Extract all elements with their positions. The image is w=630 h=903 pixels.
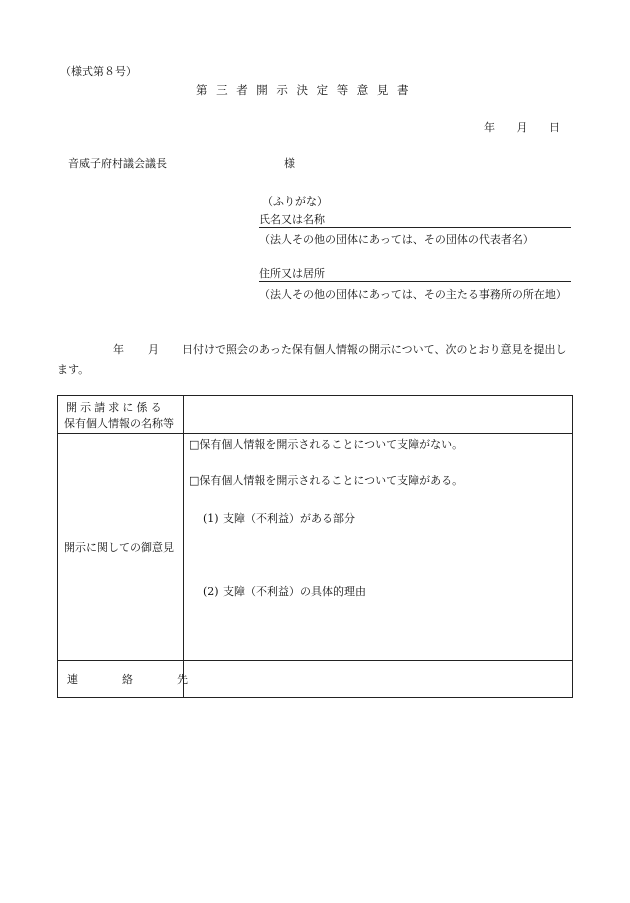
date-line: 年 月 日 (484, 121, 560, 134)
table-row-divider (58, 433, 572, 434)
body-text-line1 (113, 344, 566, 355)
address-field-line[interactable] (259, 281, 571, 282)
furigana-label: （ふりがな） (262, 195, 328, 208)
address-field-label: 住所又は居所 (259, 267, 325, 280)
row-label-contact: 連絡先 (67, 673, 232, 686)
item-number: (2) (203, 585, 219, 598)
address-field-note: （法人その他の団体にあっては、その主たる事務所の所在地） (259, 288, 567, 301)
honorific: 様 (284, 157, 295, 170)
name-field-line[interactable] (259, 227, 571, 228)
table-column-divider (183, 396, 184, 697)
table-row-divider (58, 660, 572, 661)
body-year: 年 (113, 343, 124, 356)
item-text: 支障（不利益）の具体的理由 (223, 585, 366, 598)
form-number: （様式第８号） (60, 65, 137, 78)
item-text: 支障（不利益）がある部分 (223, 512, 355, 525)
checkbox-option-no-issue[interactable]: □保有個人情報を開示されることについて支障がない。 (189, 438, 464, 451)
opinion-table (57, 395, 573, 698)
list-item (203, 513, 355, 524)
name-field-label: 氏名又は名称 (259, 213, 325, 226)
body-month: 月 (148, 343, 159, 356)
body-text-rest: 日付けで照会のあった保有個人情報の開示について、次のとおり意見を提出し (182, 343, 567, 356)
name-field-note: （法人その他の団体にあっては、その団体の代表者名） (259, 233, 534, 246)
row-label-request-b: 保有個人情報の名称等 (64, 417, 174, 430)
checkbox-option-issue[interactable]: □保有個人情報を開示されることについて支障がある。 (189, 474, 464, 487)
document-title: 第三者開示決定等意見書 (196, 83, 418, 97)
row-label-opinion: 開示に関しての御意見 (64, 541, 174, 554)
item-number: (1) (203, 512, 219, 525)
row-label-request-a: 開示請求に係る (66, 401, 165, 414)
list-item (203, 586, 366, 597)
recipient: 音威子府村議会議長 (68, 157, 167, 170)
body-text-line2: ます。 (57, 363, 90, 376)
